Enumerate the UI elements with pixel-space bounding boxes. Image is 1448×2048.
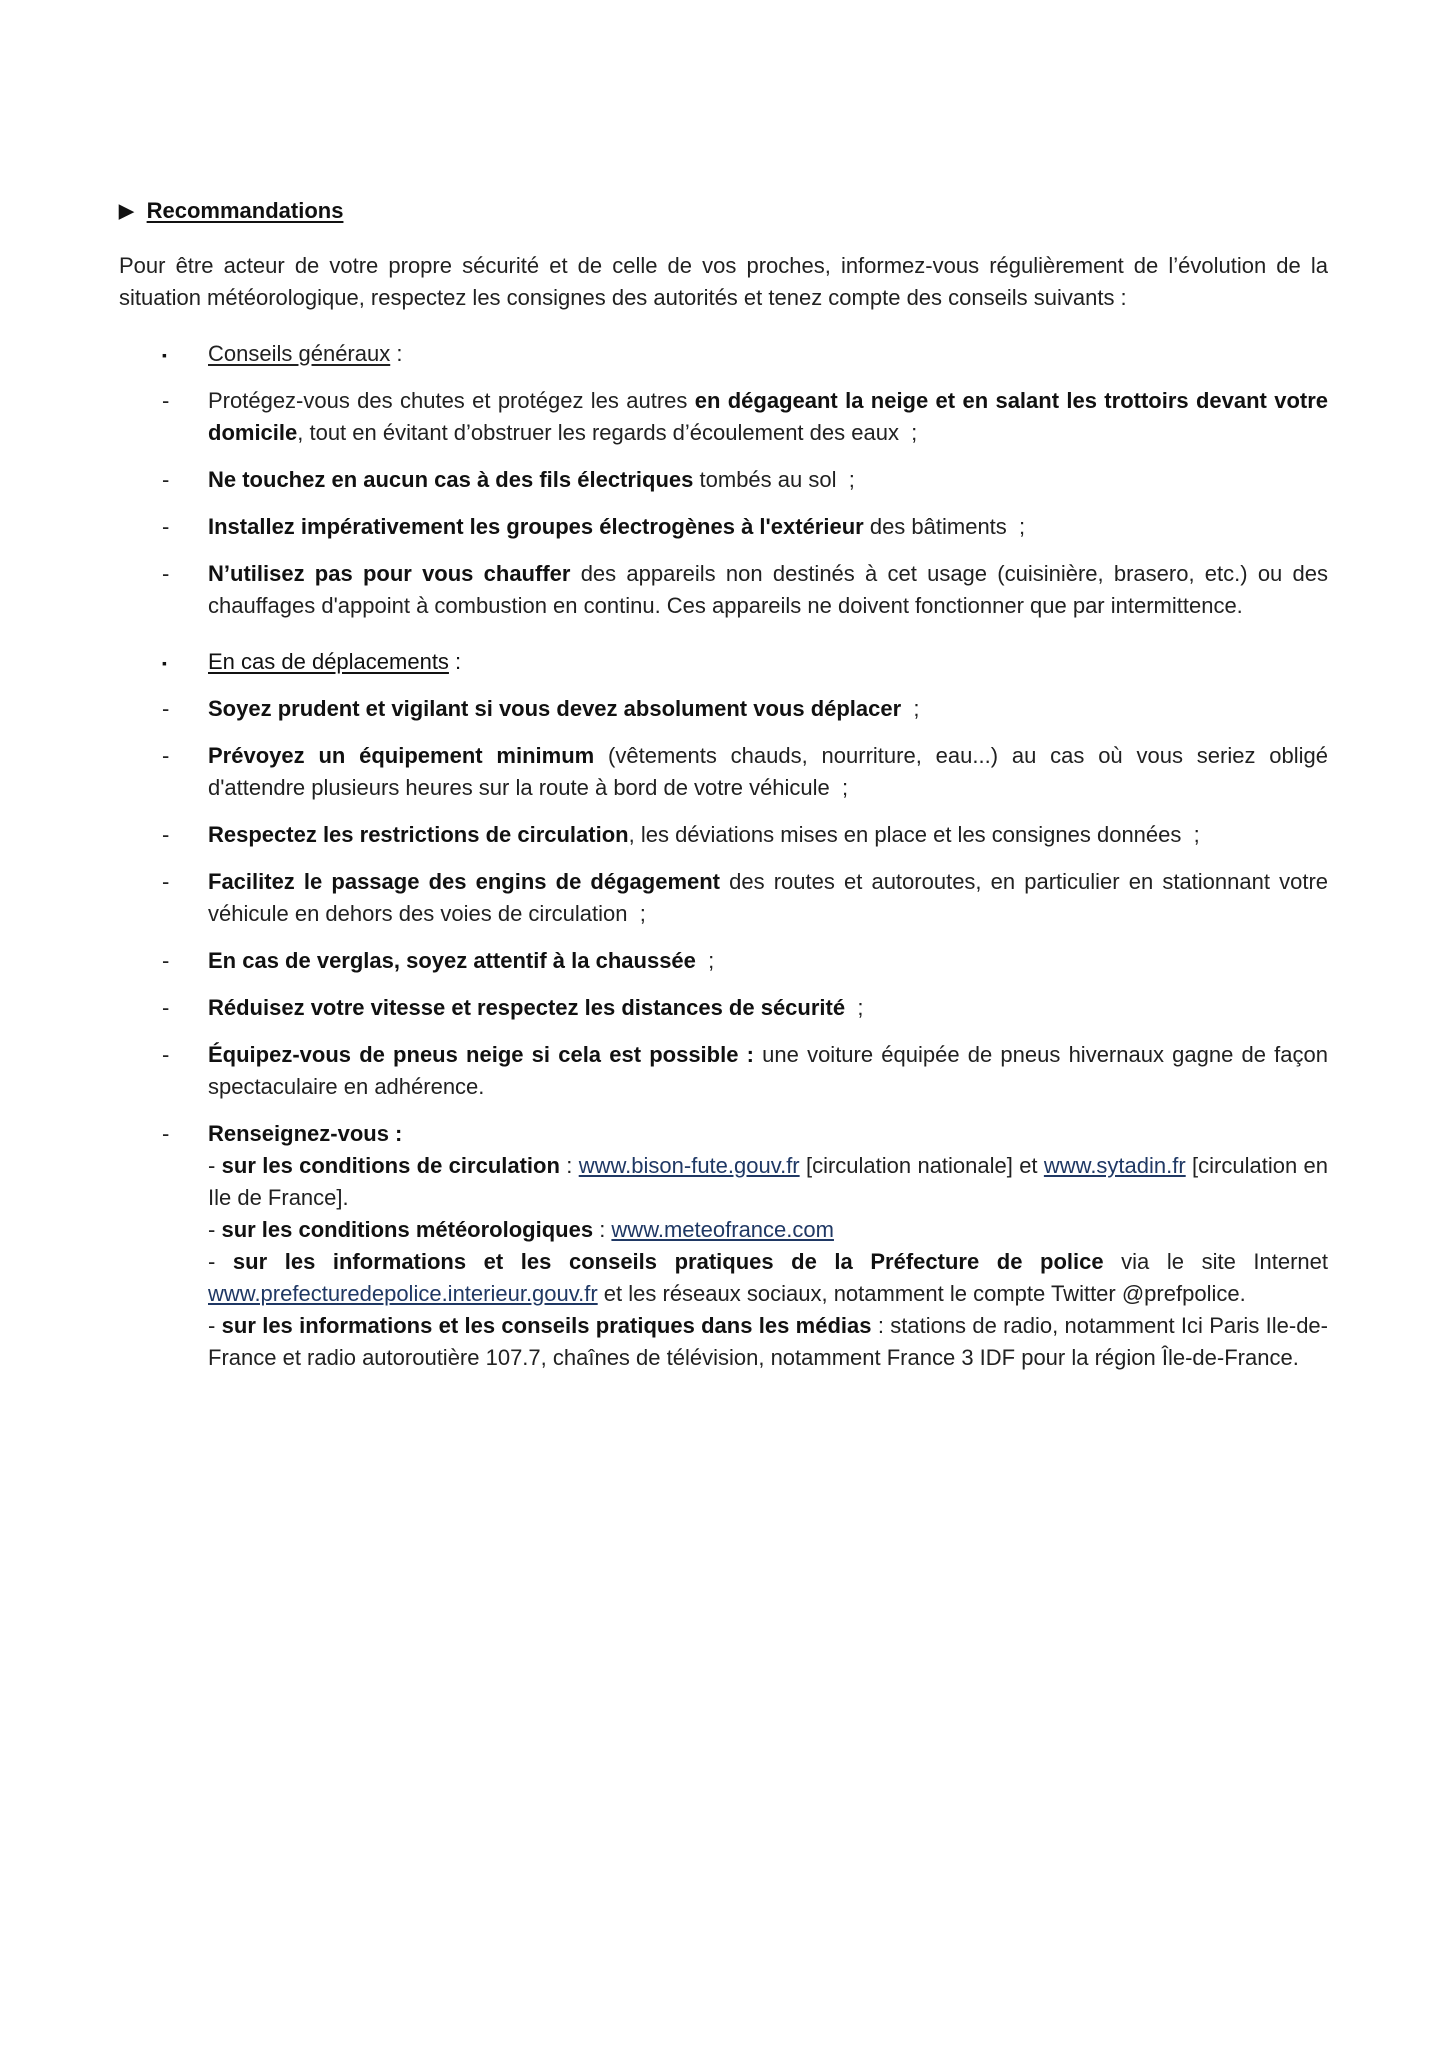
text-segment: [circulation en Ile de France]. — [208, 1153, 1328, 1210]
text-segment: - — [208, 1249, 233, 1274]
sub-item-meteo — [208, 1214, 1328, 1246]
section-head-deplacements — [119, 646, 1328, 678]
bullet-text — [208, 1118, 1328, 1150]
bullet-text — [208, 945, 1328, 977]
text-segment: ; — [901, 696, 920, 721]
text-segment: et les réseaux sociaux, notamment le compte Twitter @prefpolice. — [597, 1281, 1246, 1306]
bullet-text — [208, 385, 1328, 449]
text-segment: via le site Internet — [1103, 1249, 1328, 1274]
text-segment: sur les conditions de circulation — [221, 1153, 560, 1178]
text-segment: Ne touchez en aucun cas à des fils électriques — [208, 467, 694, 492]
text-segment: - — [208, 1153, 222, 1178]
bullet-item — [119, 819, 1328, 851]
section-title-colon: : — [448, 649, 462, 674]
bullet-item — [119, 866, 1328, 930]
recommendations-heading — [119, 195, 1328, 227]
text-segment: Équipez-vous de pneus neige si cela est possible : — [208, 1042, 754, 1067]
bullet-item — [119, 1039, 1328, 1103]
bullet-item — [119, 385, 1328, 449]
bullet-item-renseignez-vous — [119, 1118, 1328, 1374]
dash-bullet-marker: - — [162, 948, 170, 973]
text-segment: Renseignez-vous : — [208, 1121, 403, 1146]
section-title: En cas de déplacements — [208, 649, 449, 674]
bullet-text — [208, 819, 1328, 851]
text-segment: Installez impérativement les groupes électrogènes à l'extérieur — [208, 514, 864, 539]
link-meteofrance[interactable]: www.meteofrance.com — [611, 1217, 834, 1242]
arrow-right-icon: ▶ — [119, 200, 134, 222]
bullet-item — [119, 464, 1328, 496]
text-segment: : stations de radio, notamment Ici Paris Ile-de-France et radio autoroutière 107.7, chaînes de télévision, notamment France 3 IDF pour la région Île-de-France. — [208, 1313, 1328, 1370]
dash-bullet-marker: - — [162, 561, 170, 586]
bullet-item — [119, 740, 1328, 804]
text-segment: , tout en évitant d’obstruer les regards d’écoulement des eaux ; — [297, 420, 918, 445]
text-segment: Soyez prudent et vigilant si vous devez absolument vous déplacer — [208, 696, 902, 721]
bullet-item — [119, 992, 1328, 1024]
sub-item-prefecture — [208, 1246, 1328, 1310]
text-segment: - — [208, 1217, 222, 1242]
dash-bullet-marker: - — [162, 696, 170, 721]
text-segment: sur les conditions météorologiques — [221, 1217, 594, 1242]
section-head-conseils-generaux — [119, 338, 1328, 370]
text-segment: : — [593, 1217, 612, 1242]
text-segment: tombés au sol ; — [693, 467, 855, 492]
dash-bullet-marker: - — [162, 388, 170, 413]
dash-bullet-marker: - — [162, 869, 170, 894]
bullet-text — [208, 992, 1328, 1024]
text-segment: sur les informations et les conseils pratiques dans les médias — [221, 1313, 872, 1338]
link-bison-fute[interactable]: www.bison-fute.gouv.fr — [578, 1153, 800, 1178]
text-segment: [circulation nationale] et — [799, 1153, 1044, 1178]
heading-text: Recommandations — [146, 198, 344, 223]
link-prefecture-de-police[interactable]: www.prefecturedepolice.interieur.gouv.fr — [208, 1281, 598, 1306]
square-bullet-icon: ▪ — [162, 347, 167, 363]
text-segment: des routes et autoroutes, en particulier en stationnant votre véhicule en dehors des voies de circulation ; — [208, 869, 1329, 926]
bullet-text — [208, 1039, 1328, 1103]
bullet-item — [119, 558, 1328, 622]
section-title: Conseils généraux — [208, 341, 391, 366]
section-title-colon: : — [390, 341, 403, 366]
dash-bullet-marker: - — [162, 514, 170, 539]
bullet-text — [208, 866, 1328, 930]
dash-bullet-marker: - — [162, 822, 170, 847]
bullet-text — [208, 511, 1328, 543]
text-segment: ; — [845, 995, 864, 1020]
bullet-text — [208, 693, 1328, 725]
text-segment: des bâtiments ; — [863, 514, 1026, 539]
bullet-item — [119, 945, 1328, 977]
text-segment: Prévoyez un équipement minimum — [208, 743, 595, 768]
intro-paragraph: Pour être acteur de votre propre sécurité et de celle de vos proches, informez-vous régulièrement de l’évolution de la situation météorologique, respectez les consignes des autorités et tenez compte des conseils suivants : — [119, 253, 1328, 310]
text-segment: une voiture équipée de pneus hivernaux gagne de façon spectaculaire en adhérence. — [208, 1042, 1328, 1099]
text-segment: Respectez les restrictions de circulation — [208, 822, 629, 847]
dash-bullet-marker: - — [162, 467, 170, 492]
bullet-item — [119, 693, 1328, 725]
text-segment: sur les informations et les conseils pratiques de la Préfecture de police — [232, 1249, 1104, 1274]
link-sytadin[interactable]: www.sytadin.fr — [1043, 1153, 1186, 1178]
bullet-text — [208, 464, 1328, 496]
bullet-text — [208, 558, 1328, 622]
text-segment: (vêtements chauds, nourriture, eau...) au cas où vous seriez obligé d'attendre plusieurs heures sur la route à bord de votre véhicule ; — [208, 743, 1329, 800]
text-segment: Facilitez le passage des engins de dégagement — [208, 869, 721, 894]
text-segment: - — [208, 1313, 222, 1338]
dash-bullet-marker: - — [162, 995, 170, 1020]
text-segment: : — [559, 1153, 579, 1178]
dash-bullet-marker: - — [162, 1042, 170, 1067]
bullet-item — [119, 511, 1328, 543]
bullet-text — [208, 740, 1328, 804]
sub-item-circulation — [208, 1150, 1328, 1214]
text-segment: Réduisez votre vitesse et respectez les distances de sécurité — [208, 995, 846, 1020]
text-segment: des appareils non destinés à cet usage (cuisinière, brasero, etc.) ou des chauffages d'appoint à combustion en continu. Ces appareils ne doivent fonctionner que par intermittence. — [208, 561, 1329, 618]
text-segment: , les déviations mises en place et les consignes données ; — [628, 822, 1200, 847]
text-segment: En cas de verglas, soyez attentif à la chaussée — [208, 948, 696, 973]
text-segment: ; — [695, 948, 715, 973]
text-segment: en dégageant la neige et en salant les trottoirs devant votre domicile — [208, 388, 1329, 445]
sub-item-medias — [208, 1310, 1328, 1374]
text-segment: N’utilisez pas pour vous chauffer — [208, 561, 571, 586]
text-segment: Protégez-vous des chutes et protégez les autres — [208, 388, 695, 413]
square-bullet-icon: ▪ — [162, 655, 167, 671]
dash-bullet-marker: - — [162, 1121, 170, 1146]
dash-bullet-marker: - — [162, 743, 170, 768]
